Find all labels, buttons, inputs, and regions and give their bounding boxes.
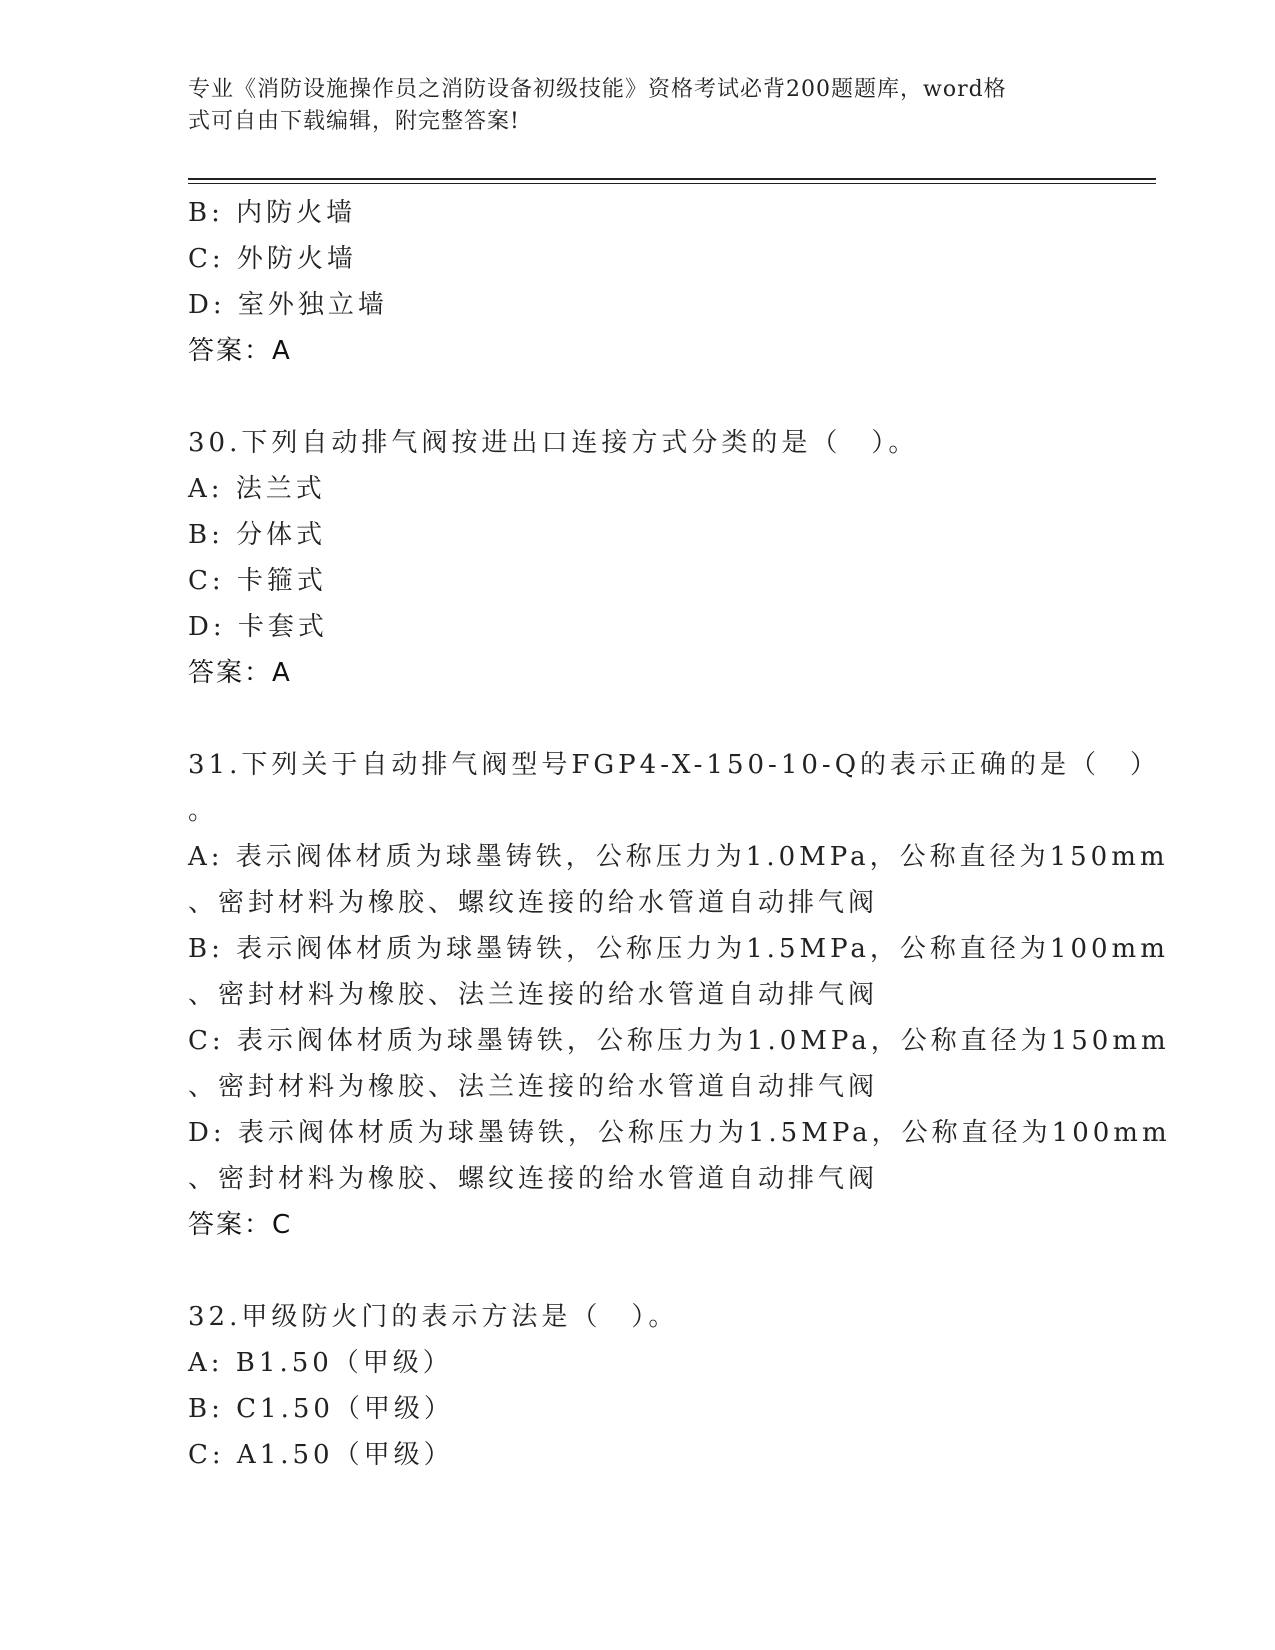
question-31 — [188, 742, 1171, 1248]
answer: 答案：A — [188, 336, 292, 366]
option-d-line-1: D: 表示阀体材质为球墨铸铁，公称压力为1.5MPa，公称直径为100mm — [188, 1118, 1171, 1148]
question-32 — [188, 1294, 1088, 1478]
question-stem-line-2: 。 — [188, 796, 219, 826]
spacer — [188, 696, 1088, 742]
question-stem: 30.下列自动排气阀按进出口连接方式分类的是（ ）。 — [188, 428, 919, 458]
option-a-line-2: 、密封材料为橡胶、螺纹连接的给水管道自动排气阀 — [188, 888, 879, 918]
header-divider-thin — [188, 183, 1156, 184]
option-b: B: 内防火墙 — [188, 198, 357, 228]
option-d-line-2: 、密封材料为橡胶、螺纹连接的给水管道自动排气阀 — [188, 1164, 879, 1194]
option-b-line-1: B: 表示阀体材质为球墨铸铁，公称压力为1.5MPa，公称直径为100mm — [188, 934, 1169, 964]
question-stem-line-1: 31.下列关于自动排气阀型号FGP4-X-150-10-Q的表示正确的是（ ） — [188, 750, 1161, 780]
option-b: B: C1.50（甲级） — [188, 1394, 454, 1424]
option-a: A: B1.50（甲级） — [188, 1348, 453, 1378]
header-divider-thick — [188, 178, 1156, 180]
option-c: C: A1.50（甲级） — [188, 1440, 454, 1470]
option-d: D: 卡套式 — [188, 612, 328, 642]
question-30 — [188, 420, 1088, 696]
option-c-line-2: 、密封材料为橡胶、法兰连接的给水管道自动排气阀 — [188, 1072, 879, 1102]
option-c: C: 外防火墙 — [188, 244, 357, 274]
option-b-line-2: 、密封材料为橡胶、法兰连接的给水管道自动排气阀 — [188, 980, 879, 1010]
option-c: C: 卡箍式 — [188, 566, 327, 596]
answer: 答案：C — [188, 1210, 293, 1240]
option-b: B: 分体式 — [188, 520, 327, 550]
question-list — [188, 190, 1171, 1478]
option-a-line-1: A: 表示阀体材质为球墨铸铁，公称压力为1.0MPa，公称直径为150mm — [188, 842, 1169, 872]
spacer — [188, 374, 1088, 420]
spacer — [188, 1248, 1088, 1294]
question-stem: 32.甲级防火门的表示方法是（ ）。 — [188, 1302, 679, 1332]
option-a: A: 法兰式 — [188, 474, 326, 504]
question-29 — [188, 190, 1088, 374]
header-line-2: 式可自由下载编辑，附完整答案! — [188, 109, 520, 134]
option-c-line-1: C: 表示阀体材质为球墨铸铁，公称压力为1.0MPa，公称直径为150mm — [188, 1026, 1170, 1056]
header-line-1: 专业《消防设施操作员之消防设备初级技能》资格考试必背200题题库，word格 — [188, 77, 1007, 102]
document-header — [188, 74, 1088, 138]
answer: 答案：A — [188, 658, 292, 688]
option-d: D: 室外独立墙 — [188, 290, 388, 320]
